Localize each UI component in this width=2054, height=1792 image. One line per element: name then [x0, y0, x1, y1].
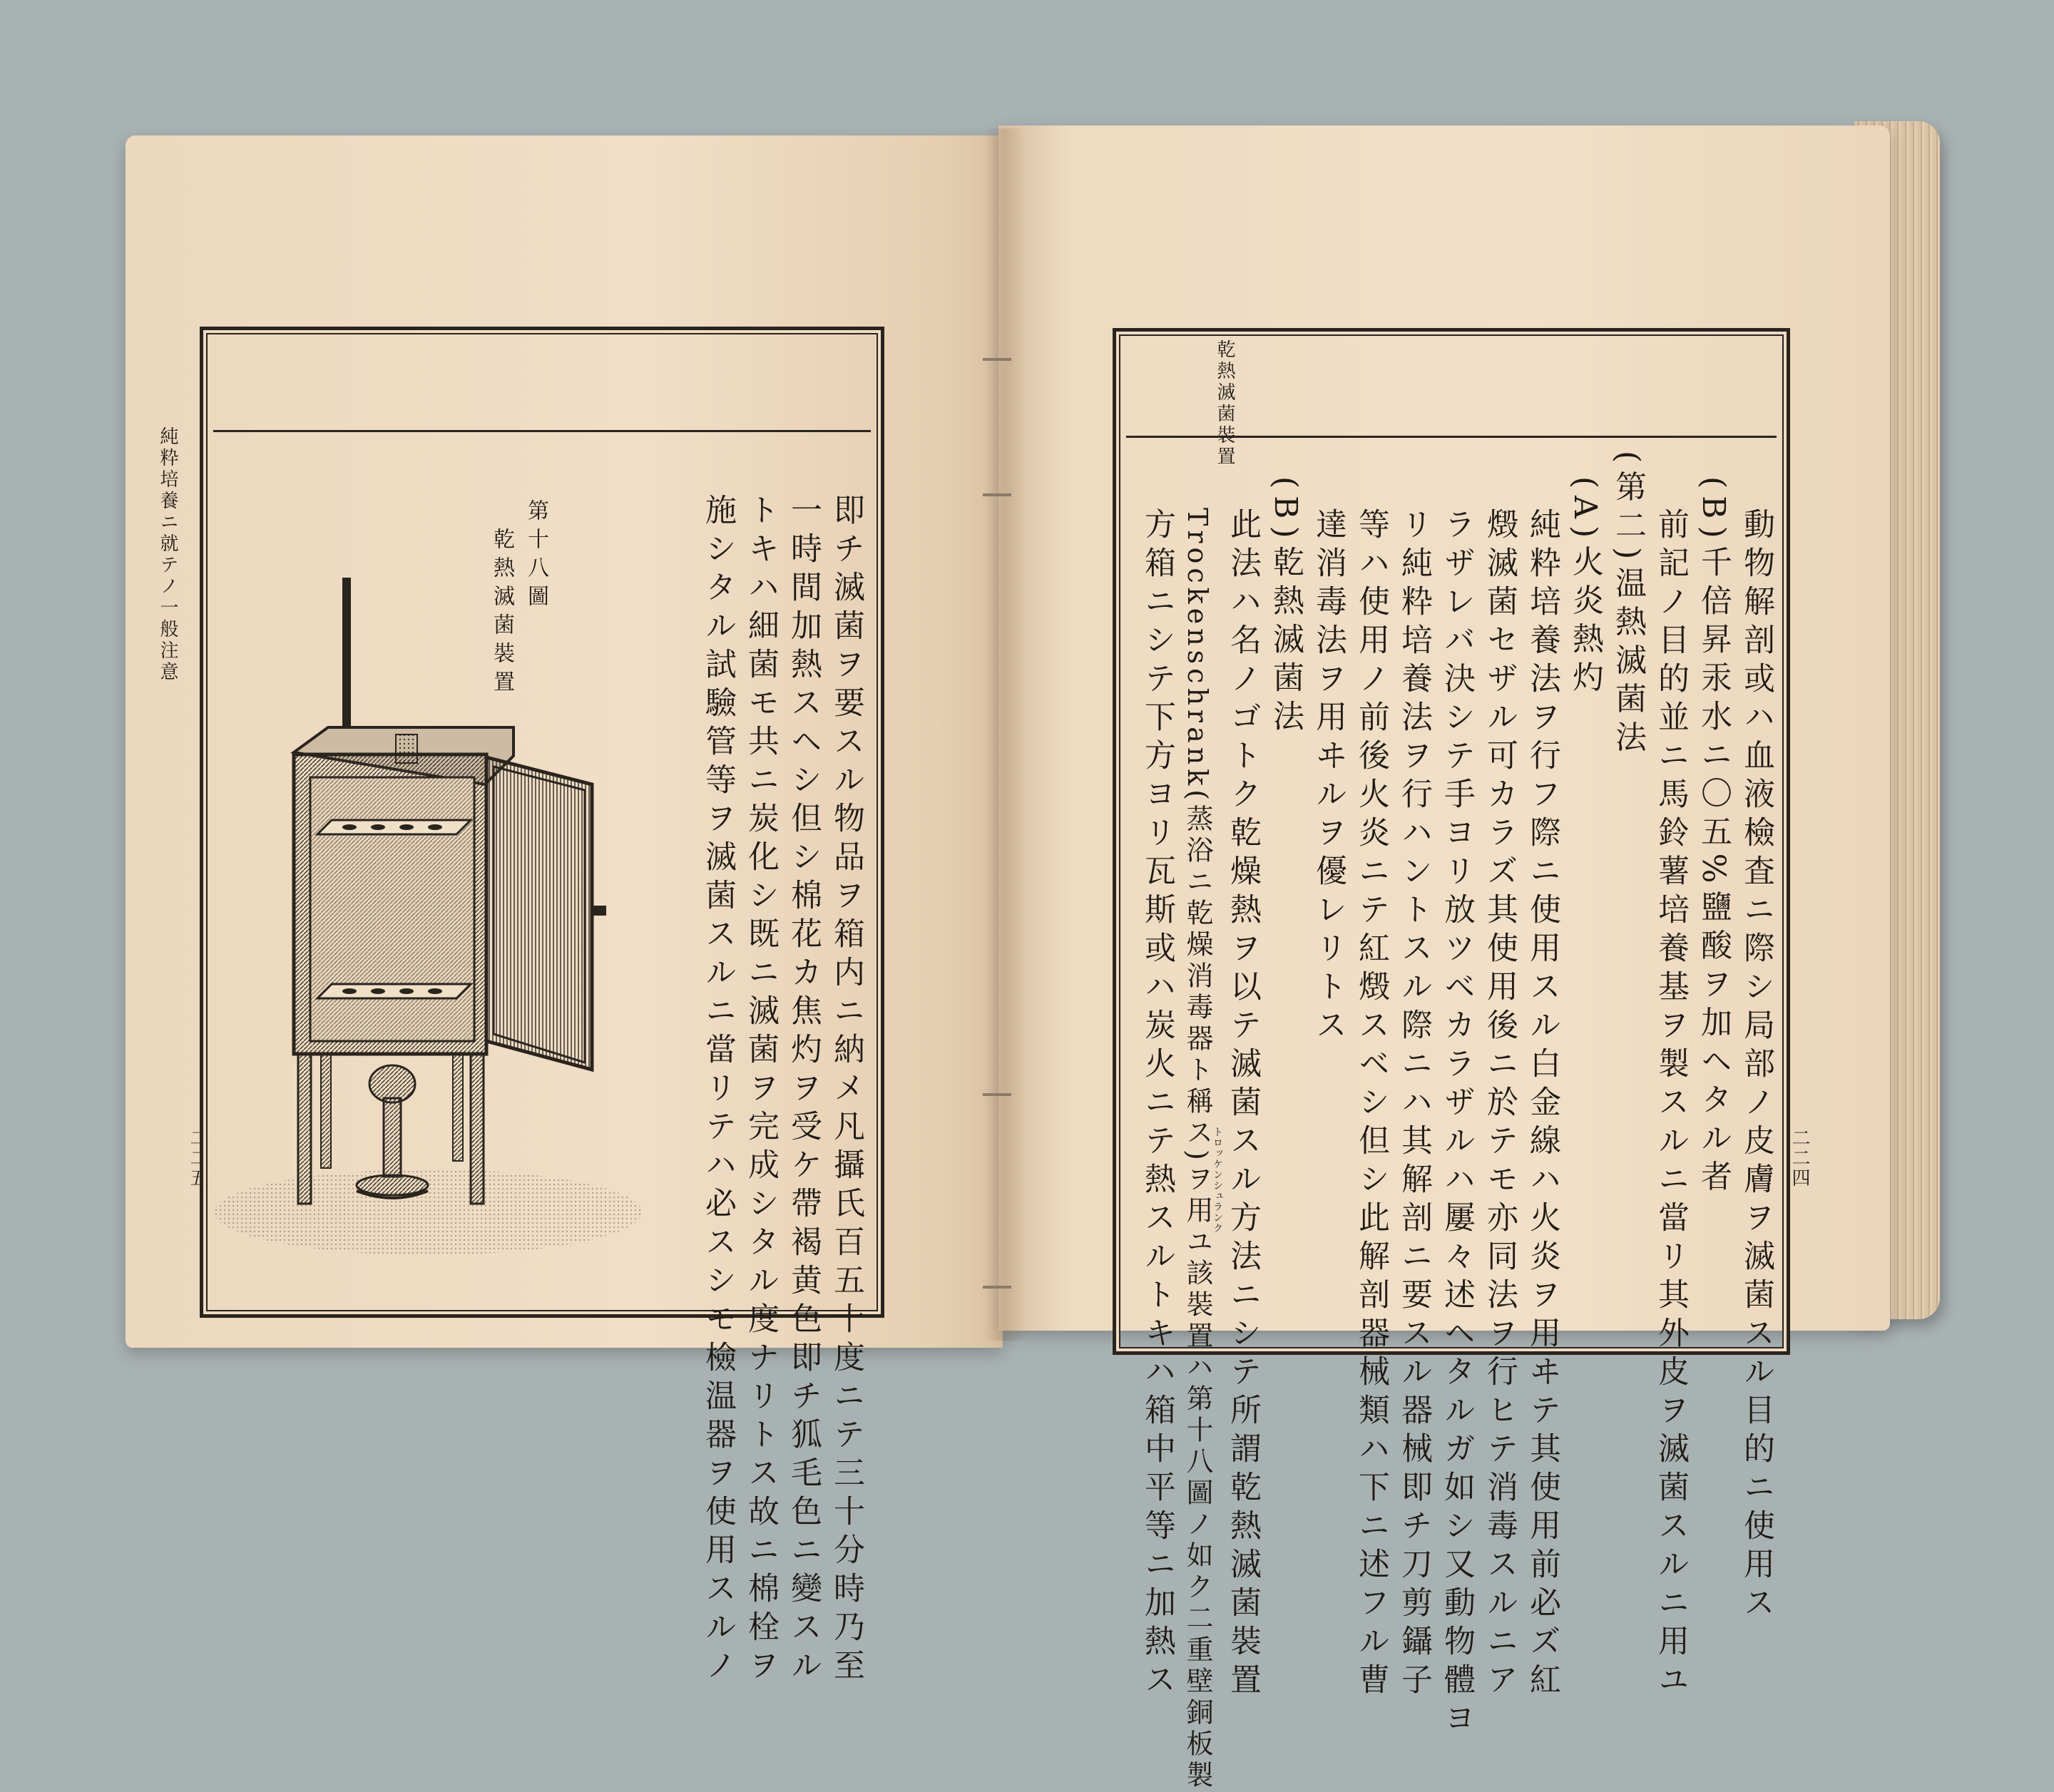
- page-number-left: 二二五: [187, 1128, 208, 1188]
- ruby-annotation: トロッケンシュランク: [1212, 1127, 1223, 1234]
- body-column: トキハ細菌モ共ニ炭化シ既ニ滅菌ヲ完成シタル度ナリトス故ニ棉栓ヲ: [742, 493, 779, 1687]
- figure-title-header: 乾熱滅菌裝置: [1214, 339, 1235, 468]
- body-column: 此法ハ名ノゴトク乾燥熱ヲ以テ滅菌スル方法ニシテ所謂乾熱滅菌裝置: [1225, 508, 1261, 1701]
- body-column: ラザレバ決シテ手ヨリ放ツベカラザルハ屢々述ヘタルガ如シ又動物體ヨ: [1439, 508, 1475, 1740]
- body-column: 即チ滅菌ヲ要スル物品ヲ箱内ニ納メ凡攝氏百五十度ニテ三十分時乃至: [828, 493, 864, 1687]
- gutter: [984, 128, 1027, 1341]
- body-column: 施シタル試驗管等ヲ滅菌スルニ當リテハ必スシモ檢温器ヲ使用スルノ: [700, 493, 736, 1687]
- body-column: 純粋培養法ヲ行フ際ニ使用スル白金線ハ火炎ヲ用ヰテ其使用前必ズ紅: [1524, 508, 1560, 1701]
- page-number-right: 二二四: [1789, 1128, 1810, 1188]
- running-head: 純粋培養ニ就テノ一般注意: [157, 426, 178, 683]
- body-column: (B)千倍昇汞水ニ〇五%鹽酸ヲ加ヘタル者: [1695, 476, 1732, 1199]
- body-column: 方箱ニシテ下方ヨリ瓦斯或ハ炭火ニテ熱スルトキハ箱中平等ニ加熱ス: [1139, 508, 1175, 1701]
- body-column: 燬滅菌セザル可カラズ其使用後ニ於テモ亦同法ヲ行ヒテ消毒スルニア: [1481, 508, 1518, 1701]
- subsection-heading: (A)火炎熱灼: [1567, 476, 1603, 700]
- figure-number-label: 第十八圖: [523, 499, 548, 613]
- body-column: 等ハ使用ノ前後火炎ニテ紅燬スベシ但シ此解剖器械類ハ下ニ述フル曹: [1353, 508, 1389, 1701]
- body-column: 動物解剖或ハ血液檢査ニ際シ局部ノ皮膚ヲ滅菌スル目的ニ使用ス: [1738, 508, 1774, 1624]
- body-column: 達消毒法ヲ用ヰルヲ優レリトス: [1310, 508, 1347, 1047]
- binding-stitch: [983, 493, 1011, 496]
- body-column: Trockenschrank(蒸浴ニ乾燥消毒器ト稱ス)ヲ用ユ該裝置ハ第十八圖ノ如ク二重壁銅板製: [1182, 508, 1213, 1792]
- binding-stitch: [983, 358, 1011, 361]
- binding-stitch: [983, 1093, 1011, 1096]
- section-heading: (第二)温熱滅菌法: [1610, 451, 1646, 759]
- body-column: 一時間加熱スヘシ但シ棉花カ焦灼ヲ受ケ帶褐黄色即チ狐毛色ニ變スル: [785, 493, 822, 1687]
- figure-caption: 乾熱滅菌裝置: [489, 528, 514, 699]
- body-column: 前記ノ目的並ニ馬鈴薯培養基ヲ製スルニ當リ其外皮ヲ滅菌スルニ用ユ: [1652, 508, 1689, 1701]
- header-rule: [213, 430, 871, 432]
- dry-heat-sterilizer-illustration: [214, 570, 713, 1284]
- body-column: リ純粋培養法ヲ行ハントスル際ニハ其解剖ニ要スル器械即チ刀剪鑷子: [1396, 508, 1432, 1701]
- subsection-heading: (B)乾熱滅菌法: [1267, 476, 1304, 738]
- binding-stitch: [983, 1286, 1011, 1289]
